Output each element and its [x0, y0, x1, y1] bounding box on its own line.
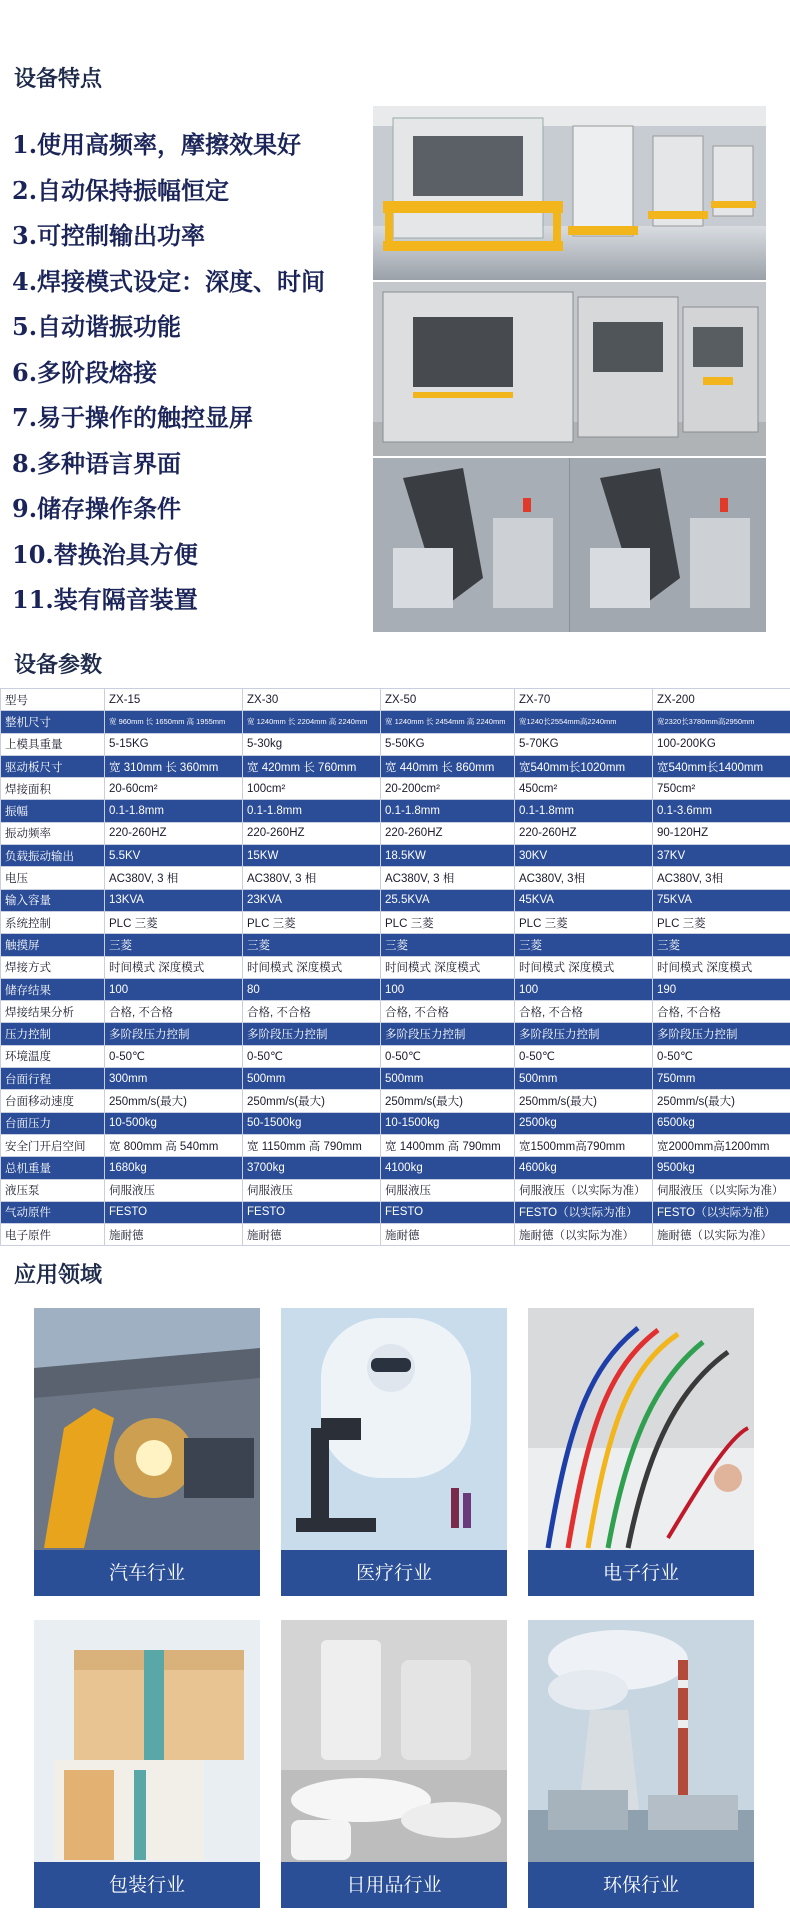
table-row-label: 电压 — [1, 867, 105, 889]
table-cell: 合格, 不合格 — [653, 1001, 790, 1023]
table-cell: 伺服液压（以实际为准） — [515, 1179, 653, 1201]
table-row — [1, 778, 790, 800]
table-cell: FESTO — [243, 1201, 381, 1223]
table-cell: 10-1500kg — [381, 1112, 515, 1134]
table-cell: 220-260HZ — [381, 822, 515, 844]
table-row — [1, 1157, 790, 1179]
table-row — [1, 755, 790, 777]
table-cell: 30KV — [515, 845, 653, 867]
feature-item: 3.可控制输出功率 — [12, 221, 206, 250]
features-list — [12, 122, 372, 623]
table-row — [1, 934, 790, 956]
apps-title: 应用领域 — [14, 1263, 103, 1288]
table-header-row — [1, 689, 790, 711]
table-cell: AC380V, 3 相 — [243, 867, 381, 889]
feature-item: 6.多阶段熔接 — [12, 357, 158, 387]
table-cell: 宽 1400mm 高 790mm — [381, 1134, 515, 1156]
table-cell: PLC 三菱 — [105, 911, 243, 933]
table-cell: 5-15KG — [105, 733, 243, 755]
table-cell: 18.5KW — [381, 845, 515, 867]
table-row — [1, 1201, 790, 1223]
package-icon — [34, 1620, 260, 1862]
table-cell: 施耐德（以实际为准） — [515, 1224, 653, 1246]
table-cell: 施耐德 — [105, 1224, 243, 1246]
feature-item: 7.易于操作的触控显屏 — [12, 403, 254, 432]
table-cell: 23KVA — [243, 889, 381, 911]
table-cell: 合格, 不合格 — [105, 1001, 243, 1023]
table-cell: 宽540mm长1020mm — [515, 755, 653, 777]
table-cell: AC380V, 3相 — [515, 867, 653, 889]
table-cell: 多阶段压力控制 — [515, 1023, 653, 1045]
table-row — [1, 845, 790, 867]
table-cell: 宽1240长2554mm高2240mm — [515, 711, 653, 733]
app-label: 日用品行业 — [281, 1862, 507, 1908]
table-row-label: 振幅 — [1, 800, 105, 822]
machine-photo-enclosed — [373, 282, 766, 456]
table-cell: 220-260HZ — [243, 822, 381, 844]
table-cell: 4100kg — [381, 1157, 515, 1179]
table-cell: 100cm² — [243, 778, 381, 800]
table-cell: 10-500kg — [105, 1112, 243, 1134]
table-cell: 宽1500mm高790mm — [515, 1134, 653, 1156]
table-row — [1, 1179, 790, 1201]
table-cell: 0-50℃ — [653, 1045, 790, 1067]
table-cell: 0.1-3.6mm — [653, 800, 790, 822]
table-row-label: 安全门开启空间 — [1, 1134, 105, 1156]
table-cell: 20-60cm² — [105, 778, 243, 800]
table-cell: 750mm — [653, 1068, 790, 1090]
table-row — [1, 1023, 790, 1045]
table-cell: 施耐德 — [381, 1224, 515, 1246]
app-label: 包装行业 — [34, 1862, 260, 1908]
table-cell: 三菱 — [243, 934, 381, 956]
table-cell: 宽2000mm高1200mm — [653, 1134, 790, 1156]
table-cell: 伺服液压 — [243, 1179, 381, 1201]
table-row-label: 上模具重量 — [1, 733, 105, 755]
table-cell: 20-200cm² — [381, 778, 515, 800]
table-cell: 0-50℃ — [381, 1045, 515, 1067]
table-cell: FESTO — [105, 1201, 243, 1223]
table-cell: 3700kg — [243, 1157, 381, 1179]
features-title: 设备特点 — [14, 67, 103, 92]
table-cell: 三菱 — [381, 934, 515, 956]
table-cell: 多阶段压力控制 — [381, 1023, 515, 1045]
table-row-label: 环境温度 — [1, 1045, 105, 1067]
table-cell: AC380V, 3 相 — [105, 867, 243, 889]
table-cell: 100 — [105, 978, 243, 1000]
car-factory-icon — [34, 1308, 260, 1550]
table-cell: 250mm/s(最大) — [515, 1090, 653, 1112]
table-cell: 9500kg — [653, 1157, 790, 1179]
table-cell: ZX-70 — [515, 689, 653, 711]
app-card-environmental[interactable] — [528, 1620, 754, 1908]
table-row-label: 台面移动速度 — [1, 1090, 105, 1112]
table-cell: 时间模式 深度模式 — [381, 956, 515, 978]
table-row-label: 系统控制 — [1, 911, 105, 933]
table-cell: ZX-30 — [243, 689, 381, 711]
table-cell: 合格, 不合格 — [515, 1001, 653, 1023]
table-cell: 80 — [243, 978, 381, 1000]
table-cell: 37KV — [653, 845, 790, 867]
table-cell: 190 — [653, 978, 790, 1000]
table-cell: 4600kg — [515, 1157, 653, 1179]
table-cell: 50-1500kg — [243, 1112, 381, 1134]
app-label: 汽车行业 — [34, 1550, 260, 1596]
table-cell: 250mm/s(最大) — [243, 1090, 381, 1112]
table-row-label: 振动频率 — [1, 822, 105, 844]
table-cell: 伺服液压 — [105, 1179, 243, 1201]
table-cell: 100 — [381, 978, 515, 1000]
wires-icon — [528, 1308, 754, 1550]
table-row — [1, 800, 790, 822]
table-row-label: 总机重量 — [1, 1157, 105, 1179]
feature-item: 11.装有隔音装置 — [12, 585, 198, 614]
table-row-label: 焊接面积 — [1, 778, 105, 800]
table-cell: 合格, 不合格 — [243, 1001, 381, 1023]
feature-item: 1.使用高频率，摩擦效果好 — [12, 130, 302, 159]
table-cell: 6500kg — [653, 1112, 790, 1134]
table-row-label: 电子原件 — [1, 1224, 105, 1246]
app-card-daily-goods[interactable] — [281, 1620, 507, 1908]
table-cell: 三菱 — [653, 934, 790, 956]
table-cell: 300mm — [105, 1068, 243, 1090]
table-cell: 500mm — [243, 1068, 381, 1090]
table-row — [1, 978, 790, 1000]
table-cell: 5-50KG — [381, 733, 515, 755]
table-row-label: 整机尺寸 — [1, 711, 105, 733]
table-cell: 宽540mm长1400mm — [653, 755, 790, 777]
table-cell: 500mm — [515, 1068, 653, 1090]
feature-item: 9.储存操作条件 — [12, 494, 182, 523]
table-cell: 5-70KG — [515, 733, 653, 755]
table-cell: 时间模式 深度模式 — [515, 956, 653, 978]
table-row — [1, 711, 790, 733]
table-cell: 15KW — [243, 845, 381, 867]
table-cell: 250mm/s(最大) — [653, 1090, 790, 1112]
table-row-label: 焊接方式 — [1, 956, 105, 978]
table-cell: 施耐德（以实际为准） — [653, 1224, 790, 1246]
table-row-label: 储存结果 — [1, 978, 105, 1000]
table-cell: FESTO — [381, 1201, 515, 1223]
table-cell: 220-260HZ — [105, 822, 243, 844]
table-cell: 100 — [515, 978, 653, 1000]
table-cell: 250mm/s(最大) — [381, 1090, 515, 1112]
app-label: 电子行业 — [528, 1550, 754, 1596]
table-cell: 宽 310mm 长 360mm — [105, 755, 243, 777]
table-cell: FESTO（以实际为准） — [653, 1201, 790, 1223]
table-cell: 45KVA — [515, 889, 653, 911]
table-cell: 0.1-1.8mm — [381, 800, 515, 822]
microscope-icon — [281, 1308, 507, 1550]
table-cell: 时间模式 深度模式 — [243, 956, 381, 978]
table-row-label: 压力控制 — [1, 1023, 105, 1045]
power-plant-icon — [528, 1620, 754, 1862]
table-cell: 0.1-1.8mm — [243, 800, 381, 822]
feature-item: 10.替换治具方便 — [12, 539, 198, 569]
feature-item: 4.焊接模式设定：深度、时间 — [12, 266, 326, 296]
table-cell: 宽2320长3780mm高2950mm — [653, 711, 790, 733]
table-cell: 宽 1240mm 长 2454mm 高 2240mm — [381, 711, 515, 733]
table-cell: 100-200KG — [653, 733, 790, 755]
table-row — [1, 956, 790, 978]
table-cell: 0-50℃ — [515, 1045, 653, 1067]
table-row — [1, 1112, 790, 1134]
table-cell: 1680kg — [105, 1157, 243, 1179]
table-cell: ZX-50 — [381, 689, 515, 711]
table-cell: PLC 三菱 — [381, 911, 515, 933]
table-row — [1, 889, 790, 911]
table-cell: 500mm — [381, 1068, 515, 1090]
table-cell: 0-50℃ — [243, 1045, 381, 1067]
table-cell: ZX-200 — [653, 689, 790, 711]
table-cell: 90-120HZ — [653, 822, 790, 844]
table-cell: FESTO（以实际为准） — [515, 1201, 653, 1223]
table-cell: 75KVA — [653, 889, 790, 911]
table-cell: 0.1-1.8mm — [105, 800, 243, 822]
table-cell: 5-30kg — [243, 733, 381, 755]
table-row — [1, 822, 790, 844]
table-cell: 220-260HZ — [515, 822, 653, 844]
table-cell: 多阶段压力控制 — [653, 1023, 790, 1045]
table-cell: 合格, 不合格 — [381, 1001, 515, 1023]
table-cell: 450cm² — [515, 778, 653, 800]
table-cell: 750cm² — [653, 778, 790, 800]
table-cell: AC380V, 3 相 — [381, 867, 515, 889]
table-cell: 伺服液压（以实际为准） — [653, 1179, 790, 1201]
tableware-icon — [281, 1620, 507, 1862]
table-cell: 5.5KV — [105, 845, 243, 867]
table-row — [1, 1045, 790, 1067]
machine-photos — [373, 106, 766, 634]
table-cell: 时间模式 深度模式 — [105, 956, 243, 978]
params-title: 设备参数 — [14, 653, 103, 678]
table-cell: 250mm/s(最大) — [105, 1090, 243, 1112]
table-row-label: 焊接结果分析 — [1, 1001, 105, 1023]
table-row-label: 台面压力 — [1, 1112, 105, 1134]
table-row-label: 台面行程 — [1, 1068, 105, 1090]
table-row-label: 输入容量 — [1, 889, 105, 911]
table-cell: 宽 960mm 长 1650mm 高 1955mm — [105, 711, 243, 733]
table-cell: PLC 三菱 — [653, 911, 790, 933]
app-card-packaging[interactable] — [34, 1620, 260, 1908]
table-row-label: 负载振动输出 — [1, 845, 105, 867]
table-cell: 三菱 — [515, 934, 653, 956]
table-cell: 宽 440mm 长 860mm — [381, 755, 515, 777]
table-cell: 多阶段压力控制 — [243, 1023, 381, 1045]
feature-item: 8.多种语言界面 — [12, 448, 182, 478]
machine-photo-factory — [373, 106, 766, 280]
table-row-label: 触摸屏 — [1, 934, 105, 956]
feature-item: 2.自动保持振幅恒定 — [12, 175, 230, 205]
table-row-label: 气动原件 — [1, 1201, 105, 1223]
table-cell: 13KVA — [105, 889, 243, 911]
table-row — [1, 1001, 790, 1023]
table-row — [1, 1224, 790, 1246]
table-row-label: 驱动板尺寸 — [1, 755, 105, 777]
app-label: 环保行业 — [528, 1862, 754, 1908]
table-row — [1, 1068, 790, 1090]
table-row-label: 型号 — [1, 689, 105, 711]
table-cell: 宽 1240mm 长 2204mm 高 2240mm — [243, 711, 381, 733]
table-cell: 2500kg — [515, 1112, 653, 1134]
table-cell: 宽 1150mm 高 790mm — [243, 1134, 381, 1156]
table-cell: AC380V, 3相 — [653, 867, 790, 889]
machine-photo-fixtures — [373, 458, 766, 632]
feature-item: 5.自动谐振功能 — [12, 312, 182, 341]
table-cell: 0.1-1.8mm — [515, 800, 653, 822]
table-cell: 多阶段压力控制 — [105, 1023, 243, 1045]
table-cell: 时间模式 深度模式 — [653, 956, 790, 978]
table-cell: ZX-15 — [105, 689, 243, 711]
table-row-label: 液压泵 — [1, 1179, 105, 1201]
app-card-automotive[interactable] — [34, 1308, 260, 1596]
table-cell: PLC 三菱 — [243, 911, 381, 933]
app-card-electronics[interactable] — [528, 1308, 754, 1596]
table-cell: 施耐德 — [243, 1224, 381, 1246]
table-row — [1, 911, 790, 933]
app-card-medical[interactable] — [281, 1308, 507, 1596]
app-label: 医疗行业 — [281, 1550, 507, 1596]
table-cell: 三菱 — [105, 934, 243, 956]
table-cell: PLC 三菱 — [515, 911, 653, 933]
table-cell: 25.5KVA — [381, 889, 515, 911]
table-cell: 伺服液压 — [381, 1179, 515, 1201]
spec-table — [0, 688, 790, 1246]
table-row — [1, 733, 790, 755]
table-row — [1, 867, 790, 889]
table-row — [1, 1090, 790, 1112]
table-cell: 宽 800mm 高 540mm — [105, 1134, 243, 1156]
table-cell: 宽 420mm 长 760mm — [243, 755, 381, 777]
table-row — [1, 1134, 790, 1156]
table-cell: 0-50℃ — [105, 1045, 243, 1067]
